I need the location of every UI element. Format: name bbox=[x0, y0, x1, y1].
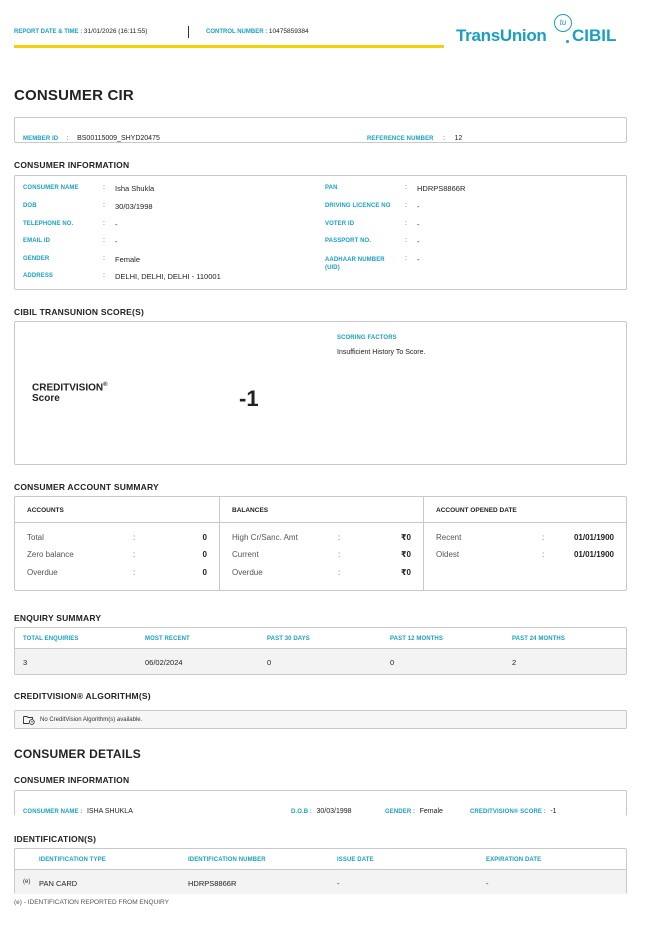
info-label: PASSPORT NO. bbox=[325, 238, 372, 244]
cd-name-value: ISHA SHUKLA bbox=[86, 808, 133, 815]
colon: : bbox=[338, 550, 341, 559]
info-label: ADDRESS bbox=[23, 273, 54, 279]
account-opened-header-label: ACCOUNT OPENED DATE bbox=[436, 507, 517, 514]
report-date bbox=[14, 28, 147, 35]
consumer-information-box bbox=[14, 175, 627, 290]
aadhaar-label-line2: (UID) bbox=[325, 265, 340, 271]
reference-number-value: 12 bbox=[454, 135, 463, 142]
info-row-gender bbox=[23, 255, 303, 269]
colon: : bbox=[103, 220, 105, 227]
colon: : bbox=[405, 220, 407, 227]
row-key: Total bbox=[27, 533, 44, 542]
score-name-line2: Score bbox=[32, 393, 60, 405]
account-opened-header bbox=[424, 497, 626, 523]
info-value: - bbox=[417, 237, 420, 246]
info-label: DOB bbox=[23, 203, 37, 209]
control-number-value: 10475859384 bbox=[268, 28, 309, 35]
logo-dot-icon bbox=[566, 40, 569, 43]
member-info-box bbox=[14, 117, 627, 143]
tu-badge-icon: tu bbox=[554, 14, 572, 32]
col-past-30-days: PAST 30 DAYS bbox=[267, 636, 310, 642]
consumer-details-subtitle: CONSUMER INFORMATION bbox=[14, 775, 130, 785]
colon: : bbox=[542, 533, 545, 542]
row-value: ₹0 bbox=[400, 533, 411, 542]
row-key: Recent bbox=[436, 533, 462, 542]
row-value: ₹0 bbox=[400, 568, 411, 577]
colon: : bbox=[338, 533, 341, 542]
cd-dob-label: D.O.B : bbox=[291, 809, 313, 815]
info-row-driving-licence bbox=[325, 202, 615, 216]
info-row-telephone bbox=[23, 220, 303, 234]
cell-past-30-days: 0 bbox=[267, 658, 272, 667]
table-row bbox=[15, 649, 626, 674]
balances-high-credit-row bbox=[232, 533, 411, 545]
info-label: GENDER bbox=[23, 256, 50, 262]
algorithm-message: No CreditVision Algorithm(s) available. bbox=[40, 717, 143, 723]
cell-expiration-date: - bbox=[486, 879, 489, 888]
colon: : bbox=[133, 568, 136, 577]
header-divider bbox=[188, 26, 189, 38]
colon: : bbox=[103, 255, 105, 262]
accounts-header-label: ACCOUNTS bbox=[27, 507, 64, 514]
balances-header-label: BALANCES bbox=[232, 507, 269, 514]
consumer-details-title: CONSUMER DETAILS bbox=[14, 747, 141, 761]
cell-most-recent: 06/02/2024 bbox=[145, 658, 183, 667]
info-label: PAN bbox=[325, 185, 338, 191]
col-most-recent: MOST RECENT bbox=[145, 636, 190, 642]
cell-total-enquiries: 3 bbox=[23, 658, 28, 667]
aadhaar-label-line1: AADHAAR NUMBER bbox=[325, 257, 385, 263]
scoring-factors-label: SCORING FACTORS bbox=[337, 335, 397, 341]
row-key: High Cr/Sanc. Amt bbox=[232, 533, 298, 542]
scoring-factors-value: Insufficient History To Score. bbox=[337, 349, 426, 356]
logo-text-cibil: CIBIL bbox=[572, 26, 617, 45]
identification-table bbox=[14, 848, 627, 894]
cd-score-label: CREDITVISION® SCORE : bbox=[470, 809, 546, 815]
algorithm-section-title: CREDITVISION® ALGORITHM(S) bbox=[14, 691, 151, 701]
row-key: Overdue bbox=[27, 568, 58, 577]
info-value: HDRPS8866R bbox=[417, 184, 466, 193]
cd-name-label: CONSUMER NAME : bbox=[23, 809, 83, 815]
consumer-information-title: CONSUMER INFORMATION bbox=[14, 160, 130, 170]
balances-current-row bbox=[232, 550, 411, 562]
row-value: 0 bbox=[202, 568, 207, 577]
accounts-header bbox=[15, 497, 219, 523]
cd-score-value: -1 bbox=[550, 808, 557, 815]
info-row-email bbox=[23, 237, 303, 251]
enquiry-summary-title: ENQUIRY SUMMARY bbox=[14, 613, 102, 623]
info-label: EMAIL ID bbox=[23, 238, 51, 244]
colon: : bbox=[405, 184, 407, 191]
info-value: - bbox=[115, 220, 118, 229]
row-key: Overdue bbox=[232, 568, 263, 577]
score-name-line1: CREDITVISION bbox=[32, 382, 104, 394]
col-past-12-months: PAST 12 MONTHS bbox=[390, 636, 443, 642]
info-value: Female bbox=[115, 255, 141, 264]
row-value: ₹0 bbox=[400, 550, 411, 559]
account-summary-title: CONSUMER ACCOUNT SUMMARY bbox=[14, 482, 159, 492]
identification-title: IDENTIFICATION(S) bbox=[14, 834, 97, 844]
col-expiration-date: EXPIRATION DATE bbox=[486, 857, 542, 863]
info-row-address bbox=[23, 272, 303, 286]
info-value: - bbox=[115, 237, 118, 246]
col-total-enquiries: TOTAL ENQUIRIES bbox=[23, 636, 79, 642]
member-id-label: MEMBER ID bbox=[23, 136, 59, 142]
info-label-aadhaar bbox=[325, 256, 385, 272]
member-id bbox=[23, 127, 160, 145]
colon: : bbox=[338, 568, 341, 577]
info-value: - bbox=[417, 202, 420, 211]
colon: : bbox=[133, 533, 136, 542]
info-value: - bbox=[417, 220, 420, 229]
colon: : bbox=[405, 202, 407, 209]
identification-footnote: (e) - IDENTIFICATION REPORTED FROM ENQUIRY bbox=[14, 899, 169, 906]
row-key: Current bbox=[232, 550, 259, 559]
yellow-underline bbox=[14, 45, 444, 48]
control-number-label: CONTROL NUMBER : bbox=[206, 29, 268, 35]
reference-number-label: REFERENCE NUMBER bbox=[367, 136, 434, 142]
info-row-voter-id bbox=[325, 220, 615, 234]
cd-gender-value: Female bbox=[419, 808, 443, 815]
row-value: 01/01/1900 bbox=[573, 550, 614, 559]
info-value: 30/03/1998 bbox=[115, 202, 153, 211]
cd-gender-label: GENDER : bbox=[385, 809, 416, 815]
cd-consumer-name bbox=[23, 800, 133, 818]
info-value: Isha Shukla bbox=[115, 184, 155, 193]
cd-dob-value: 30/03/1998 bbox=[316, 808, 352, 815]
colon: : bbox=[103, 272, 105, 279]
score-section-title: CIBIL TRANSUNION SCORE(S) bbox=[14, 307, 144, 317]
opened-recent-row bbox=[436, 533, 614, 545]
enquiry-marker: (e) bbox=[23, 879, 31, 885]
accounts-overdue-row bbox=[27, 568, 207, 580]
colon: : bbox=[103, 237, 105, 244]
cd-gender bbox=[385, 800, 443, 818]
accounts-zero-balance-row bbox=[27, 550, 207, 562]
report-date-value: 31/01/2026 (16:11:55) bbox=[83, 28, 148, 35]
row-value: 0 bbox=[202, 533, 207, 542]
colon: : bbox=[542, 550, 545, 559]
logo-text-transunion: TransUnion bbox=[456, 26, 547, 45]
report-date-label: REPORT DATE & TIME : bbox=[14, 29, 83, 35]
row-value: 0 bbox=[202, 550, 207, 559]
creditvision-score-name bbox=[32, 380, 108, 404]
info-label: TELEPHONE NO. bbox=[23, 221, 74, 227]
info-row-passport bbox=[325, 237, 615, 251]
info-value: - bbox=[417, 255, 420, 264]
colon: : bbox=[133, 550, 136, 559]
accounts-total-row bbox=[27, 533, 207, 545]
enquiry-summary-table bbox=[14, 627, 627, 675]
transunion-cibil-logo bbox=[456, 14, 636, 50]
member-id-value: BS00115009_SHYD20475 bbox=[77, 135, 160, 142]
folder-clock-icon bbox=[23, 715, 35, 725]
score-box bbox=[14, 321, 627, 465]
info-row-consumer-name bbox=[23, 184, 303, 198]
reference-number bbox=[367, 127, 462, 145]
colon: : bbox=[405, 237, 407, 244]
algorithm-message-box bbox=[14, 710, 627, 729]
table-row bbox=[15, 870, 626, 894]
balances-column bbox=[219, 497, 423, 590]
balances-overdue-row bbox=[232, 568, 411, 580]
score-value: -1 bbox=[239, 386, 259, 411]
identification-table-header bbox=[15, 849, 626, 870]
cd-creditvision-score bbox=[470, 800, 557, 818]
registered-mark: ® bbox=[103, 382, 108, 388]
cell-identification-type: PAN CARD bbox=[39, 879, 78, 888]
cell-past-24-months: 2 bbox=[512, 658, 517, 667]
info-label: CONSUMER NAME bbox=[23, 185, 79, 191]
info-row-aadhaar bbox=[325, 255, 615, 275]
info-label: DRIVING LICENCE NO bbox=[325, 203, 391, 209]
info-row-dob bbox=[23, 202, 303, 216]
account-summary-box bbox=[14, 496, 627, 591]
report-header-bar bbox=[14, 26, 444, 48]
colon: : bbox=[103, 202, 105, 209]
info-label: VOTER ID bbox=[325, 221, 355, 227]
page-title: CONSUMER CIR bbox=[14, 87, 134, 104]
col-identification-type: IDENTIFICATION TYPE bbox=[39, 857, 106, 863]
info-value: DELHI, DELHI, DELHI - 110001 bbox=[115, 272, 221, 281]
opened-oldest-row bbox=[436, 550, 614, 562]
consumer-details-box bbox=[14, 790, 627, 816]
colon: : bbox=[405, 255, 407, 262]
cd-dob bbox=[291, 800, 352, 818]
cell-issue-date: - bbox=[337, 879, 340, 888]
accounts-column bbox=[15, 497, 219, 590]
cell-identification-number: HDRPS8866R bbox=[188, 879, 237, 888]
info-row-pan bbox=[325, 184, 615, 198]
cell-past-12-months: 0 bbox=[390, 658, 395, 667]
enquiry-table-header bbox=[15, 628, 626, 649]
control-number bbox=[206, 28, 309, 35]
account-opened-column bbox=[423, 497, 626, 590]
balances-header bbox=[220, 497, 423, 523]
colon: : bbox=[443, 135, 446, 142]
row-key: Zero balance bbox=[27, 550, 74, 559]
col-identification-number: IDENTIFICATION NUMBER bbox=[188, 857, 266, 863]
row-value: 01/01/1900 bbox=[573, 533, 614, 542]
col-past-24-months: PAST 24 MONTHS bbox=[512, 636, 565, 642]
row-key: Oldest bbox=[436, 550, 460, 559]
colon: : bbox=[103, 184, 105, 191]
col-issue-date: ISSUE DATE bbox=[337, 857, 374, 863]
colon: : bbox=[66, 135, 69, 142]
